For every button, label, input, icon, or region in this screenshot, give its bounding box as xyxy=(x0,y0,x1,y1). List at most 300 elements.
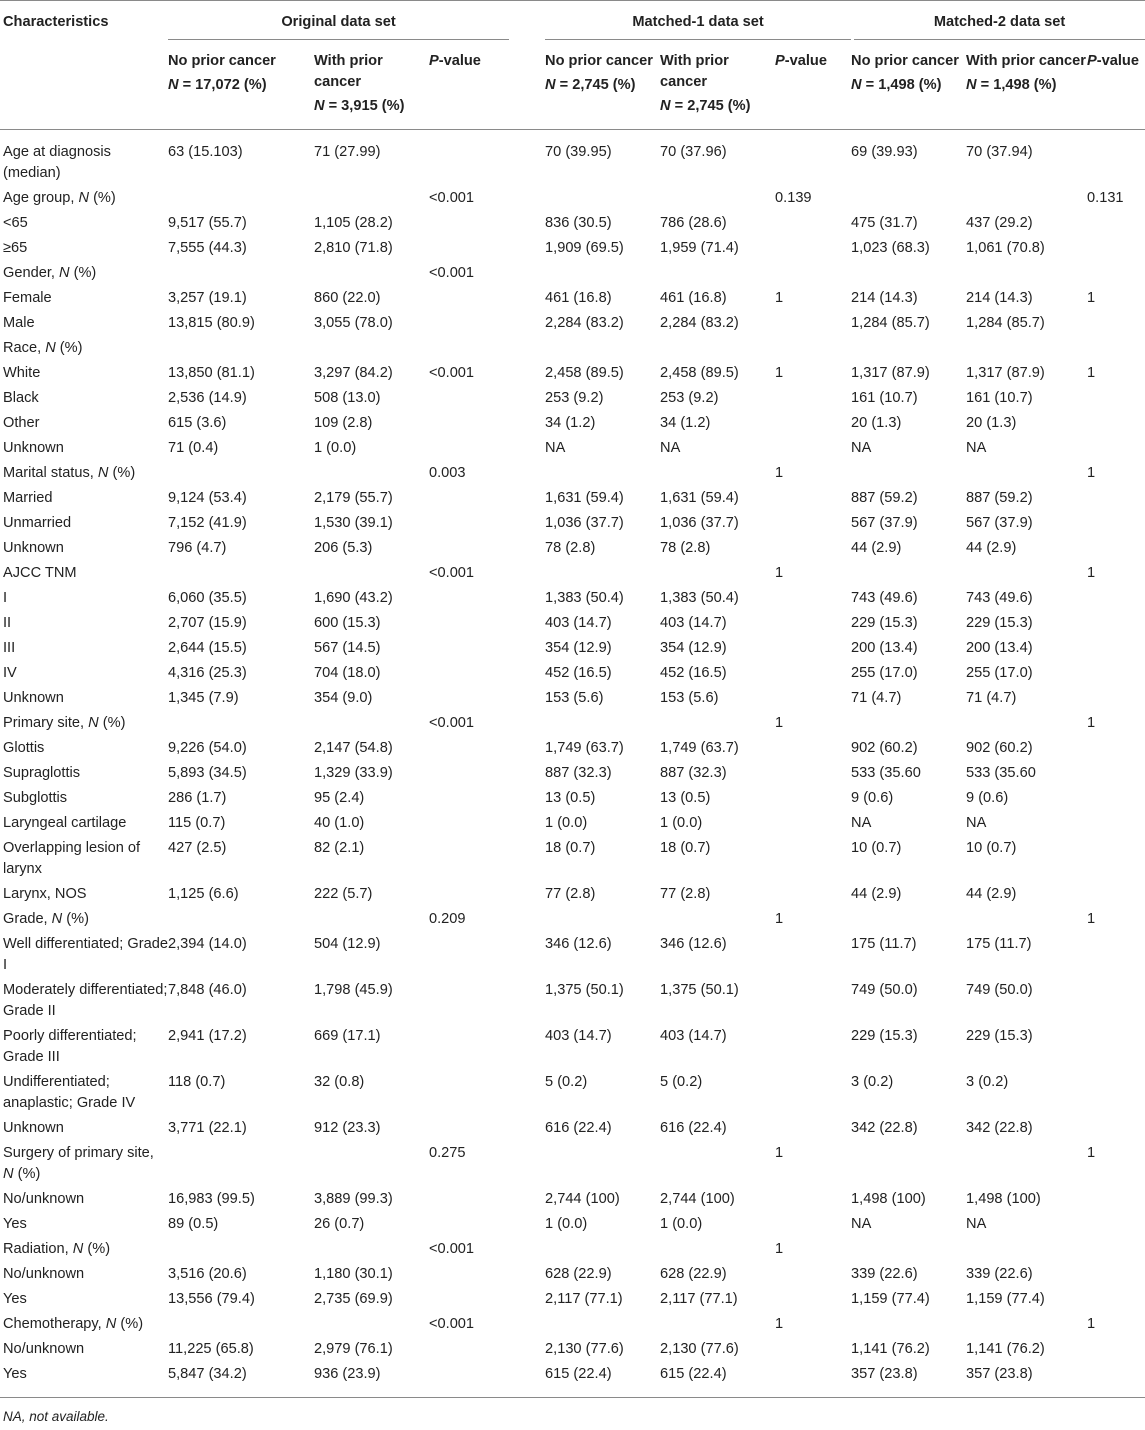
table-cell xyxy=(1087,882,1145,907)
table-row xyxy=(0,978,1145,1024)
table-cell xyxy=(1087,486,1145,511)
table-row xyxy=(0,336,1145,361)
row-label: Yes xyxy=(3,1216,27,1232)
row-label: Other xyxy=(3,415,40,431)
table-cell xyxy=(775,1116,851,1141)
table-cell xyxy=(429,932,545,978)
table-cell: 357 (23.8) xyxy=(851,1362,966,1398)
table-cell: 4,316 (25.3) xyxy=(168,665,247,681)
table-cell xyxy=(429,736,545,761)
table-cell xyxy=(775,511,851,536)
table-row xyxy=(0,1212,1145,1237)
table-cell xyxy=(851,1237,966,1262)
row-label: Gender, N (%) xyxy=(3,265,97,281)
table-cell: 1,125 (6.6) xyxy=(168,886,239,902)
table-cell: 2,735 (69.9) xyxy=(314,1291,393,1307)
table-cell: 3,771 (22.1) xyxy=(168,1120,247,1136)
table-cell: 1,159 (77.4) xyxy=(966,1291,1045,1307)
table-cell: 403 (14.7) xyxy=(660,1028,727,1044)
table-cell xyxy=(168,1141,314,1187)
table-cell: 1 (0.0) xyxy=(314,440,357,456)
row-label: Subglottis xyxy=(3,790,68,806)
row-label: Surgery of primary site, N (%) xyxy=(3,1145,154,1182)
table-cell: 786 (28.6) xyxy=(660,215,727,231)
table-cell xyxy=(429,836,545,882)
table-cell: 461 (16.8) xyxy=(545,290,612,306)
table-row xyxy=(0,511,1145,536)
row-label: Glottis xyxy=(3,740,45,756)
table-cell: 2,744 (100) xyxy=(545,1191,620,1207)
table-cell: 452 (16.5) xyxy=(660,665,727,681)
table-cell xyxy=(429,1337,545,1362)
table-cell xyxy=(429,311,545,336)
table-cell: 44 (2.9) xyxy=(851,540,902,556)
table-cell: 286 (1.7) xyxy=(168,790,227,806)
table-cell: 615 (22.4) xyxy=(660,1362,775,1398)
table-cell: 229 (15.3) xyxy=(851,615,918,631)
table-cell: 475 (31.7) xyxy=(851,215,918,231)
table-cell: <0.001 xyxy=(429,565,475,581)
table-cell xyxy=(545,336,660,361)
table-cell: 508 (13.0) xyxy=(314,390,381,406)
table-cell: <0.001 xyxy=(429,365,475,381)
table-cell: 44 (2.9) xyxy=(966,886,1017,902)
table-cell xyxy=(429,1262,545,1287)
table-cell: 2,979 (76.1) xyxy=(314,1341,393,1357)
table-cell: 1,749 (63.7) xyxy=(660,740,739,756)
table-cell xyxy=(314,1237,429,1262)
table-cell xyxy=(660,461,775,486)
table-cell xyxy=(545,1141,660,1187)
table-cell: 1 xyxy=(775,1145,784,1161)
table-cell xyxy=(314,907,429,932)
table-cell: 1 xyxy=(775,1241,784,1257)
table-cell: NA xyxy=(966,815,987,831)
row-label: AJCC TNM xyxy=(3,565,77,581)
table-cell xyxy=(429,811,545,836)
table-row xyxy=(0,1312,1145,1337)
table-cell: 2,147 (54.8) xyxy=(314,740,393,756)
table-cell: NA xyxy=(851,440,872,456)
table-cell: 628 (22.9) xyxy=(660,1266,727,1282)
table-cell: 1,317 (87.9) xyxy=(966,365,1045,381)
table-cell: 936 (23.9) xyxy=(314,1362,429,1398)
table-cell: 887 (32.3) xyxy=(545,765,612,781)
table-cell: 229 (15.3) xyxy=(851,1028,918,1044)
table-cell: 860 (22.0) xyxy=(314,290,381,306)
row-label: Undifferentiated; anaplastic; Grade IV xyxy=(3,1074,136,1111)
table-cell xyxy=(429,786,545,811)
table-cell xyxy=(660,261,775,286)
table-cell xyxy=(851,336,966,361)
table-cell: 1 xyxy=(775,290,784,306)
table-cell: 2,644 (15.5) xyxy=(168,640,247,656)
header-n-orig-with: N = 3,915 (%) xyxy=(314,98,405,114)
table-cell xyxy=(1087,511,1145,536)
table-cell: 222 (5.7) xyxy=(314,886,373,902)
table-cell xyxy=(168,1237,314,1262)
table-cell xyxy=(429,1116,545,1141)
table-cell: 2,941 (17.2) xyxy=(168,1028,247,1044)
table-cell: 887 (32.3) xyxy=(660,765,727,781)
table-cell: 1,329 (33.9) xyxy=(314,765,393,781)
table-cell: 71 (4.7) xyxy=(966,690,1017,706)
table-row xyxy=(0,411,1145,436)
table-cell xyxy=(168,1312,314,1337)
table-cell: <0.001 xyxy=(429,1316,475,1332)
table-cell: 71 (4.7) xyxy=(851,690,902,706)
table-row xyxy=(0,236,1145,261)
table-row xyxy=(0,561,1145,586)
table-cell: 71 (0.4) xyxy=(168,440,219,456)
table-cell: 887 (59.2) xyxy=(851,490,918,506)
table-row xyxy=(0,1116,1145,1141)
header-sub-row xyxy=(0,40,1145,130)
table-cell xyxy=(429,636,545,661)
table-cell xyxy=(775,1287,851,1312)
table-cell xyxy=(966,1312,1087,1337)
table-cell xyxy=(1087,1237,1145,1262)
table-cell xyxy=(775,536,851,561)
table-cell: NA xyxy=(545,440,566,456)
table-cell: 1,690 (43.2) xyxy=(314,590,393,606)
table-cell: 615 (22.4) xyxy=(545,1362,660,1398)
table-cell: 1 xyxy=(775,1316,784,1332)
table-cell: 3 (0.2) xyxy=(966,1074,1009,1090)
table-cell xyxy=(775,586,851,611)
table-cell xyxy=(851,261,966,286)
row-label: Unknown xyxy=(3,690,64,706)
table-cell xyxy=(545,186,660,211)
row-label: Black xyxy=(3,390,39,406)
table-cell: 118 (0.7) xyxy=(168,1074,226,1090)
header-no-prior: No prior cancer xyxy=(851,53,959,69)
table-cell xyxy=(775,211,851,236)
table-cell: 115 (0.7) xyxy=(168,815,226,831)
table-cell xyxy=(1087,1362,1145,1398)
table-cell: 1,159 (77.4) xyxy=(851,1291,930,1307)
table-cell: 887 (59.2) xyxy=(966,490,1033,506)
table-cell xyxy=(429,486,545,511)
table-cell xyxy=(775,1337,851,1362)
row-label: Radiation, N (%) xyxy=(3,1241,111,1257)
table-cell xyxy=(1087,386,1145,411)
table-cell: 1,345 (7.9) xyxy=(168,690,239,706)
table-cell: 255 (17.0) xyxy=(851,665,918,681)
table-row xyxy=(0,130,1145,187)
table-cell xyxy=(966,1141,1087,1187)
table-cell: 13,850 (81.1) xyxy=(168,365,255,381)
table-cell: 253 (9.2) xyxy=(660,390,719,406)
table-cell: 1 xyxy=(1087,911,1096,927)
row-label: Race, N (%) xyxy=(3,340,83,356)
table-cell xyxy=(775,236,851,261)
table-cell: 1,023 (68.3) xyxy=(851,240,930,256)
table-cell xyxy=(429,686,545,711)
table-cell: 3,297 (84.2) xyxy=(314,365,393,381)
table-cell: 1,498 (100) xyxy=(851,1191,926,1207)
table-cell xyxy=(1087,1212,1145,1237)
table-cell xyxy=(429,130,545,187)
row-label: Primary site, N (%) xyxy=(3,715,126,731)
row-label: Unmarried xyxy=(3,515,72,531)
table-cell: 354 (9.0) xyxy=(314,690,373,706)
table-cell xyxy=(660,1312,775,1337)
table-cell xyxy=(168,711,314,736)
table-cell: 461 (16.8) xyxy=(660,290,727,306)
table-cell: 70 (37.96) xyxy=(660,144,727,160)
table-cell xyxy=(1087,436,1145,461)
table-cell: 253 (9.2) xyxy=(545,390,604,406)
table-cell xyxy=(1087,130,1145,187)
table-cell: 1 xyxy=(1087,1316,1096,1332)
table-cell: 20 (1.3) xyxy=(851,415,902,431)
table-cell: 2,179 (55.7) xyxy=(314,490,393,506)
table-cell xyxy=(775,686,851,711)
table-row xyxy=(0,636,1145,661)
table-cell xyxy=(545,461,660,486)
table-cell xyxy=(1087,811,1145,836)
table-cell: 5 (0.2) xyxy=(660,1074,703,1090)
table-cell: 6,060 (35.5) xyxy=(168,590,247,606)
table-cell: 1,284 (85.7) xyxy=(966,315,1045,331)
header-matched-1: Matched-1 data set xyxy=(545,12,851,40)
table-cell xyxy=(1087,1187,1145,1212)
table-row xyxy=(0,1187,1145,1212)
table-cell xyxy=(314,711,429,736)
row-label: Female xyxy=(3,290,52,306)
table-cell: 175 (11.7) xyxy=(851,936,917,952)
table-cell xyxy=(775,486,851,511)
table-cell: 1,036 (37.7) xyxy=(545,515,624,531)
table-cell xyxy=(660,711,775,736)
table-cell: <0.001 xyxy=(429,715,475,731)
table-cell: 1 xyxy=(1087,1145,1096,1161)
table-cell: 2,744 (100) xyxy=(660,1191,735,1207)
table-cell: 5 (0.2) xyxy=(545,1074,588,1090)
table-cell xyxy=(1087,1337,1145,1362)
table-cell xyxy=(775,1362,851,1398)
table-row xyxy=(0,261,1145,286)
table-cell xyxy=(851,1141,966,1187)
row-label: No/unknown xyxy=(3,1191,85,1207)
table-cell xyxy=(1087,311,1145,336)
table-cell: 69 (39.93) xyxy=(851,144,918,160)
table-cell: 2,458 (89.5) xyxy=(660,365,739,381)
row-label: Age group, N (%) xyxy=(3,190,116,206)
table-cell: 78 (2.8) xyxy=(545,540,596,556)
table-cell xyxy=(545,1312,660,1337)
table-cell xyxy=(851,907,966,932)
table-cell: <0.001 xyxy=(429,265,475,281)
header-with-prior: With prior cancer xyxy=(966,53,1086,69)
table-cell xyxy=(1087,1262,1145,1287)
table-cell xyxy=(314,1141,429,1187)
table-cell: 3,889 (99.3) xyxy=(314,1191,393,1207)
header-with-prior: With prior cancer xyxy=(660,53,729,90)
table-cell: 704 (18.0) xyxy=(314,665,381,681)
table-cell: 32 (0.8) xyxy=(314,1074,365,1090)
table-cell: 2,117 (77.1) xyxy=(660,1291,738,1307)
table-cell xyxy=(1087,978,1145,1024)
row-label: Unknown xyxy=(3,1120,64,1136)
table-cell: 3,516 (20.6) xyxy=(168,1266,247,1282)
row-label: IV xyxy=(3,665,17,681)
table-cell: 504 (12.9) xyxy=(314,936,381,952)
table-cell xyxy=(429,286,545,311)
table-row xyxy=(0,311,1145,336)
table-cell: 339 (22.6) xyxy=(851,1266,918,1282)
row-label: Supraglottis xyxy=(3,765,81,781)
table-cell: 9 (0.6) xyxy=(966,790,1009,806)
table-cell xyxy=(851,186,966,211)
table-cell: 615 (3.6) xyxy=(168,415,227,431)
table-cell: 1 xyxy=(775,715,784,731)
table-cell: 70 (39.95) xyxy=(545,144,612,160)
table-cell xyxy=(775,336,851,361)
table-cell xyxy=(1087,536,1145,561)
table-cell: 1,141 (76.2) xyxy=(966,1341,1045,1357)
table-cell: 2,284 (83.2) xyxy=(545,315,624,331)
table-cell: 1,061 (70.8) xyxy=(966,240,1045,256)
table-cell: 743 (49.6) xyxy=(966,590,1033,606)
table-cell: 9,124 (53.4) xyxy=(168,490,247,506)
table-cell xyxy=(429,586,545,611)
table-cell: 44 (2.9) xyxy=(851,886,902,902)
table-cell xyxy=(314,561,429,586)
table-cell xyxy=(966,711,1087,736)
table-cell: 403 (14.7) xyxy=(545,1028,612,1044)
table-cell: 0.275 xyxy=(429,1145,466,1161)
table-cell xyxy=(314,261,429,286)
table-cell: 1 (0.0) xyxy=(545,1216,588,1232)
table-cell xyxy=(1087,761,1145,786)
table-cell: 18 (0.7) xyxy=(545,840,596,856)
table-cell xyxy=(1087,586,1145,611)
table-cell xyxy=(1087,236,1145,261)
table-cell: 1,909 (69.5) xyxy=(545,240,624,256)
table-cell: 175 (11.7) xyxy=(966,936,1032,952)
row-label: Laryngeal cartilage xyxy=(3,815,127,831)
table-cell: 628 (22.9) xyxy=(545,1266,612,1282)
table-cell: 18 (0.7) xyxy=(660,840,711,856)
table-cell: 1,141 (76.2) xyxy=(851,1341,930,1357)
table-cell: 1 xyxy=(775,365,784,381)
row-label: ≥65 xyxy=(3,240,28,256)
table-cell: 1,959 (71.4) xyxy=(660,240,739,256)
table-cell xyxy=(314,186,429,211)
table-cell xyxy=(775,761,851,786)
table-cell xyxy=(775,736,851,761)
table-cell: 1,798 (45.9) xyxy=(314,982,393,998)
table-cell xyxy=(545,711,660,736)
table-row xyxy=(0,486,1145,511)
table-cell: 13,815 (80.9) xyxy=(168,315,255,331)
header-original: Original data set xyxy=(168,12,509,40)
table-cell: 1,383 (50.4) xyxy=(545,590,624,606)
table-row xyxy=(0,932,1145,978)
row-label: Male xyxy=(3,315,35,331)
table-cell xyxy=(660,561,775,586)
table-row xyxy=(0,586,1145,611)
table-cell xyxy=(775,836,851,882)
table-cell: 743 (49.6) xyxy=(851,590,918,606)
table-cell: 78 (2.8) xyxy=(660,540,711,556)
table-cell xyxy=(660,336,775,361)
table-cell xyxy=(429,882,545,907)
table-cell xyxy=(775,1262,851,1287)
table-cell: 1,284 (85.7) xyxy=(851,315,930,331)
table-cell: 71 (27.99) xyxy=(314,144,381,160)
table-row xyxy=(0,686,1145,711)
table-cell xyxy=(775,882,851,907)
table-cell xyxy=(775,811,851,836)
row-label: Age at diagnosis (median) xyxy=(3,144,111,181)
row-label: No/unknown xyxy=(3,1341,85,1357)
table-cell: NA xyxy=(660,440,681,456)
table-cell xyxy=(775,1024,851,1070)
table-cell xyxy=(429,436,545,461)
table-cell: 1,530 (39.1) xyxy=(314,515,393,531)
table-cell: 1,036 (37.7) xyxy=(660,515,739,531)
table-row xyxy=(0,1262,1145,1287)
table-cell: 616 (22.4) xyxy=(660,1120,727,1136)
table-cell: 229 (15.3) xyxy=(966,615,1033,631)
table-cell: 437 (29.2) xyxy=(966,215,1033,231)
table-cell: 13 (0.5) xyxy=(660,790,711,806)
table-cell: 229 (15.3) xyxy=(966,1028,1033,1044)
table-cell: 1,498 (100) xyxy=(966,1191,1041,1207)
table-cell xyxy=(168,336,314,361)
table-cell xyxy=(775,1212,851,1237)
table-cell: 10 (0.7) xyxy=(966,840,1017,856)
table-footnote: NA, not available. xyxy=(3,1409,109,1424)
table-cell xyxy=(775,130,851,187)
table-row xyxy=(0,661,1145,686)
table-cell: 2,536 (14.9) xyxy=(168,390,247,406)
table-cell: NA xyxy=(851,1216,872,1232)
row-label: III xyxy=(3,640,16,656)
table-cell: 1 xyxy=(775,465,784,481)
header-no-prior: No prior cancer xyxy=(168,53,276,69)
table-cell xyxy=(168,561,314,586)
table-cell: 1,375 (50.1) xyxy=(660,982,739,998)
table-row xyxy=(0,882,1145,907)
table-cell xyxy=(966,261,1087,286)
table-cell xyxy=(168,186,314,211)
row-label: Unknown xyxy=(3,540,64,556)
table-cell xyxy=(775,636,851,661)
table-cell: 255 (17.0) xyxy=(966,665,1033,681)
table-cell: 77 (2.8) xyxy=(660,886,711,902)
table-cell: 95 (2.4) xyxy=(314,790,365,806)
header-matched-2: Matched-2 data set xyxy=(854,12,1145,40)
table-cell xyxy=(851,561,966,586)
header-p-value: P-value xyxy=(1087,40,1145,130)
row-label: Overlapping lesion of larynx xyxy=(3,840,141,877)
table-cell: 5,847 (34.2) xyxy=(168,1362,314,1398)
table-row xyxy=(0,461,1145,486)
table-cell xyxy=(1087,686,1145,711)
table-cell: 44 (2.9) xyxy=(966,540,1017,556)
row-label: Unknown xyxy=(3,440,64,456)
table-cell: 342 (22.8) xyxy=(851,1120,918,1136)
table-cell: 89 (0.5) xyxy=(168,1216,219,1232)
table-cell xyxy=(429,1287,545,1312)
table-cell: 1,375 (50.1) xyxy=(545,982,624,998)
table-cell: 796 (4.7) xyxy=(168,540,227,556)
table-cell xyxy=(429,1070,545,1116)
